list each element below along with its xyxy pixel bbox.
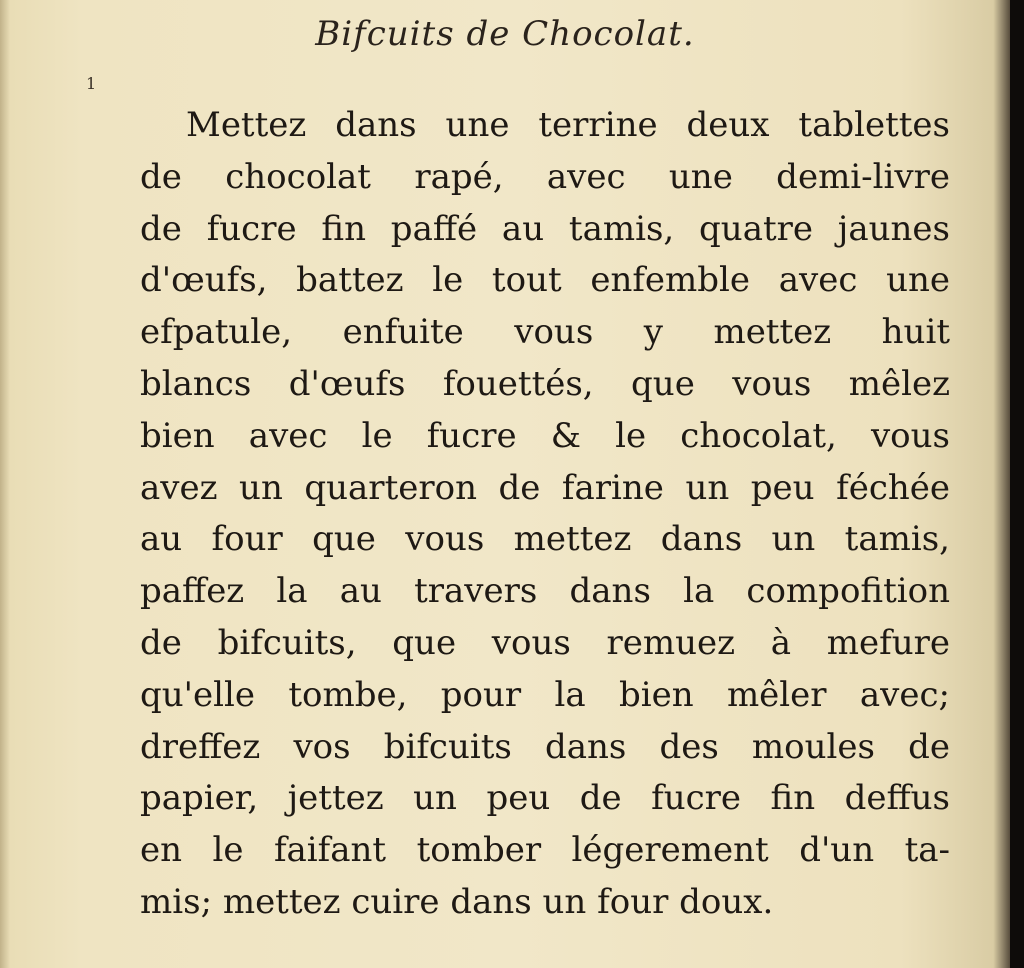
recipe-line: en le faifant tomber légerement d'un ta- bbox=[140, 830, 950, 871]
page-gutter-shadow bbox=[0, 0, 10, 968]
scan-border bbox=[1010, 0, 1024, 968]
recipe-line: dreffez vos bifcuits dans des moules de bbox=[140, 726, 950, 767]
recipe-line: paffez la au travers dans la compofition bbox=[140, 571, 950, 612]
recipe-line: blancs d'œufs fouettés, que vous mêlez bbox=[140, 363, 950, 404]
recipe-line: de bifcuits, que vous remuez à mefure bbox=[140, 622, 950, 663]
recipe-text bbox=[140, 100, 950, 929]
recipe-line: de chocolat rapé, avec une demi-livre bbox=[140, 156, 950, 197]
recipe-title: Bifcuits de Chocolat. bbox=[315, 14, 695, 54]
recipe-line: au four que vous mettez dans un tamis, bbox=[140, 519, 950, 560]
recipe-line: de fucre fin paffé au tamis, quatre jaunes bbox=[140, 208, 950, 249]
recipe-line: d'œufs, battez le tout enfemble avec une bbox=[140, 260, 950, 301]
recipe-line: efpatule, enfuite vous y mettez huit bbox=[140, 312, 950, 353]
margin-mark: 1 bbox=[86, 74, 97, 93]
recipe-line: qu'elle tombe, pour la bien mêler avec; bbox=[140, 674, 950, 715]
recipe-line: papier, jettez un peu de fucre fin deffus bbox=[140, 778, 950, 819]
recipe-line: Mettez dans une terrine deux tablettes bbox=[186, 105, 950, 145]
recipe-line: bien avec le fucre & le chocolat, vous bbox=[140, 415, 950, 456]
recipe-line: mis; mettez cuire dans un four doux. bbox=[140, 881, 774, 922]
recipe-line: avez un quarteron de farine un peu féchée bbox=[140, 467, 950, 508]
